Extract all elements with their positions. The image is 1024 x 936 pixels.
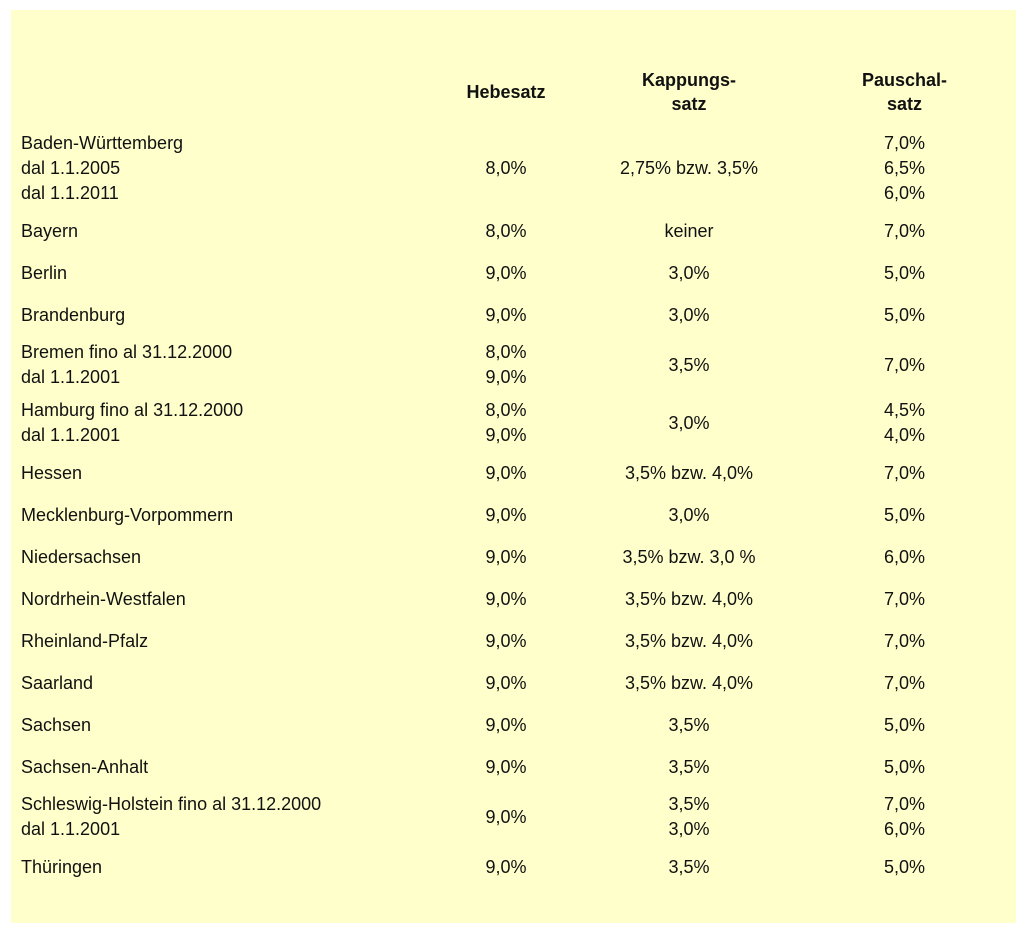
hebesatz-cell-line: 9,0%	[485, 504, 527, 525]
kappungssatz-cell-line: 2,75% bzw. 3,5%	[619, 157, 759, 178]
hebesatz-cell	[421, 336, 591, 394]
tax-rates-table	[11, 68, 1016, 888]
state-cell	[11, 452, 421, 494]
pauschalsatz-cell-line: 7,0%	[883, 462, 926, 483]
pauschalsatz-cell-line: 5,0%	[883, 304, 926, 325]
table-row	[11, 394, 1016, 452]
kappungssatz-cell	[591, 210, 787, 252]
state-cell	[11, 336, 421, 394]
table-row	[11, 336, 1016, 394]
state-cell-line: dal 1.1.2001	[21, 367, 121, 387]
hebesatz-cell-line: 9,0%	[485, 262, 527, 283]
header-kappungssatz	[591, 68, 787, 126]
hebesatz-cell	[421, 620, 591, 662]
state-cell-line: Baden-Württemberg	[21, 132, 184, 153]
state-cell-line: dal 1.1.2001	[21, 425, 121, 445]
pauschalsatz-cell-line: 4,0%	[883, 425, 926, 445]
table-row	[11, 294, 1016, 336]
pauschalsatz-cell	[787, 452, 1016, 494]
hebesatz-cell-line: 8,0%	[485, 400, 527, 420]
pauschalsatz-cell	[787, 662, 1016, 704]
state-cell-line: Hamburg fino al 31.12.2000	[21, 400, 244, 420]
kappungssatz-cell	[591, 452, 787, 494]
hebesatz-cell-line: 9,0%	[485, 856, 527, 877]
header-kappungssatz-line-2: satz	[671, 94, 707, 114]
kappungssatz-cell-line: 3,5% bzw. 4,0%	[624, 630, 754, 651]
kappungssatz-cell-line: keiner	[664, 220, 714, 241]
table-row	[11, 252, 1016, 294]
hebesatz-cell-line: 9,0%	[485, 756, 527, 777]
state-cell-line: Sachsen-Anhalt	[21, 756, 149, 777]
kappungssatz-cell	[591, 578, 787, 620]
hebesatz-cell	[421, 704, 591, 746]
table-row	[11, 746, 1016, 788]
hebesatz-cell-line: 9,0%	[485, 588, 527, 609]
state-cell-line: Nordrhein-Westfalen	[21, 588, 186, 609]
hebesatz-cell	[421, 662, 591, 704]
hebesatz-cell	[421, 126, 591, 210]
pauschalsatz-cell-line: 7,0%	[883, 794, 926, 814]
table-row	[11, 788, 1016, 846]
hebesatz-cell-line: 9,0%	[485, 546, 527, 567]
pauschalsatz-cell	[787, 620, 1016, 662]
pauschalsatz-cell-line: 5,0%	[883, 262, 926, 283]
pauschalsatz-cell-line: 6,0%	[883, 182, 926, 203]
kappungssatz-cell-line: 3,5% bzw. 4,0%	[624, 588, 754, 609]
kappungssatz-cell	[591, 394, 787, 452]
pauschalsatz-cell	[787, 210, 1016, 252]
kappungssatz-cell-line: 3,5%	[668, 856, 710, 877]
pauschalsatz-cell	[787, 252, 1016, 294]
state-cell	[11, 578, 421, 620]
state-cell	[11, 746, 421, 788]
kappungssatz-cell	[591, 494, 787, 536]
kappungssatz-cell-line: 3,0%	[668, 504, 710, 525]
pauschalsatz-cell-line: 7,0%	[883, 132, 926, 153]
header-kappungssatz-line-1: Kappungs-	[642, 70, 736, 90]
pauschalsatz-cell-line: 5,0%	[883, 504, 926, 525]
state-cell	[11, 704, 421, 746]
header-hebesatz	[421, 68, 591, 126]
kappungssatz-cell-line: 3,0%	[668, 412, 710, 433]
kappungssatz-cell-line: 3,0%	[668, 819, 710, 839]
table-row	[11, 704, 1016, 746]
hebesatz-cell-line: 9,0%	[485, 304, 527, 325]
kappungssatz-cell	[591, 252, 787, 294]
state-cell-line: Sachsen	[21, 714, 92, 735]
table-panel	[11, 10, 1016, 923]
hebesatz-cell-line: 9,0%	[485, 672, 527, 693]
kappungssatz-cell	[591, 846, 787, 888]
state-cell-line: Berlin	[21, 262, 68, 283]
header-pauschalsatz-line-2: satz	[886, 94, 922, 114]
hebesatz-cell-line: 9,0%	[485, 806, 527, 827]
state-cell-line: Schleswig-Holstein fino al 31.12.2000	[21, 794, 322, 814]
hebesatz-cell	[421, 788, 591, 846]
kappungssatz-cell-line: 3,0%	[668, 304, 710, 325]
state-cell-line: Mecklenburg-Vorpommern	[21, 504, 234, 525]
table-row	[11, 494, 1016, 536]
header-pauschalsatz	[787, 68, 1016, 126]
header-hebesatz-line: Hebesatz	[466, 82, 546, 102]
kappungssatz-cell	[591, 746, 787, 788]
hebesatz-cell-line: 8,0%	[485, 342, 527, 362]
state-cell-line: Bayern	[21, 220, 79, 241]
hebesatz-cell-line: 8,0%	[485, 220, 527, 241]
table-row	[11, 620, 1016, 662]
pauschalsatz-cell	[787, 294, 1016, 336]
kappungssatz-cell	[591, 336, 787, 394]
pauschalsatz-cell-line: 7,0%	[883, 588, 926, 609]
hebesatz-cell	[421, 494, 591, 536]
table-header	[11, 68, 1016, 126]
kappungssatz-cell	[591, 536, 787, 578]
state-cell	[11, 620, 421, 662]
state-cell-line: dal 1.1.2001	[21, 819, 121, 839]
kappungssatz-cell	[591, 662, 787, 704]
state-cell	[11, 126, 421, 210]
hebesatz-cell	[421, 846, 591, 888]
hebesatz-cell-line: 9,0%	[485, 425, 527, 445]
hebesatz-cell	[421, 394, 591, 452]
kappungssatz-cell	[591, 620, 787, 662]
state-cell	[11, 536, 421, 578]
pauschalsatz-cell-line: 4,5%	[883, 400, 926, 420]
kappungssatz-cell	[591, 126, 787, 210]
table-row	[11, 452, 1016, 494]
pauschalsatz-cell	[787, 704, 1016, 746]
state-cell-line: Niedersachsen	[21, 546, 142, 567]
table-body	[11, 126, 1016, 888]
state-cell-line: Bremen fino al 31.12.2000	[21, 342, 233, 362]
table-row	[11, 536, 1016, 578]
pauschalsatz-cell-line: 5,0%	[883, 714, 926, 735]
pauschalsatz-cell	[787, 746, 1016, 788]
kappungssatz-cell-line: 3,0%	[668, 262, 710, 283]
pauschalsatz-cell	[787, 394, 1016, 452]
pauschalsatz-cell	[787, 126, 1016, 210]
pauschalsatz-cell-line: 7,0%	[883, 630, 926, 651]
state-cell-line: Thüringen	[21, 856, 103, 877]
state-cell-line: Rheinland-Pfalz	[21, 630, 149, 651]
hebesatz-cell-line: 9,0%	[485, 367, 527, 387]
hebesatz-cell	[421, 210, 591, 252]
hebesatz-cell	[421, 294, 591, 336]
table-row	[11, 126, 1016, 210]
kappungssatz-cell-line: 3,5%	[668, 756, 710, 777]
state-cell	[11, 662, 421, 704]
state-cell-line: dal 1.1.2011	[21, 182, 119, 203]
pauschalsatz-cell-line: 5,0%	[883, 756, 926, 777]
kappungssatz-cell-line: 3,5% bzw. 3,0 %	[622, 546, 756, 567]
pauschalsatz-cell-line: 7,0%	[883, 354, 926, 375]
hebesatz-cell	[421, 252, 591, 294]
table-row	[11, 662, 1016, 704]
header-state	[11, 68, 421, 126]
table-row	[11, 210, 1016, 252]
state-cell	[11, 210, 421, 252]
hebesatz-cell	[421, 452, 591, 494]
pauschalsatz-cell	[787, 578, 1016, 620]
state-cell	[11, 788, 421, 846]
kappungssatz-cell	[591, 704, 787, 746]
hebesatz-cell-line: 9,0%	[485, 714, 527, 735]
kappungssatz-cell-line: 3,5%	[668, 354, 710, 375]
kappungssatz-cell	[591, 788, 787, 846]
pauschalsatz-cell	[787, 536, 1016, 578]
hebesatz-cell	[421, 536, 591, 578]
pauschalsatz-cell-line: 5,0%	[883, 856, 926, 877]
table-row	[11, 846, 1016, 888]
pauschalsatz-cell-line: 6,5%	[883, 157, 926, 178]
pauschalsatz-cell	[787, 336, 1016, 394]
state-cell-line: dal 1.1.2005	[21, 157, 121, 178]
kappungssatz-cell-line: 3,5% bzw. 4,0%	[624, 462, 754, 483]
header-pauschalsatz-line-1: Pauschal-	[861, 70, 948, 90]
state-cell	[11, 252, 421, 294]
kappungssatz-cell-line: 3,5%	[668, 794, 710, 814]
hebesatz-cell	[421, 746, 591, 788]
state-cell	[11, 294, 421, 336]
pauschalsatz-cell-line: 7,0%	[883, 220, 926, 241]
pauschalsatz-cell	[787, 494, 1016, 536]
state-cell-line: Hessen	[21, 462, 83, 483]
state-cell	[11, 846, 421, 888]
hebesatz-cell-line: 9,0%	[485, 630, 527, 651]
pauschalsatz-cell-line: 6,0%	[883, 546, 926, 567]
hebesatz-cell	[421, 578, 591, 620]
state-cell	[11, 494, 421, 536]
kappungssatz-cell	[591, 294, 787, 336]
pauschalsatz-cell	[787, 846, 1016, 888]
table-row	[11, 578, 1016, 620]
kappungssatz-cell-line: 3,5% bzw. 4,0%	[624, 672, 754, 693]
state-cell-line: Saarland	[21, 672, 94, 693]
pauschalsatz-cell-line: 6,0%	[883, 819, 926, 839]
state-cell-line: Brandenburg	[21, 304, 126, 325]
kappungssatz-cell-line: 3,5%	[668, 714, 710, 735]
pauschalsatz-cell-line: 7,0%	[883, 672, 926, 693]
hebesatz-cell-line: 8,0%	[485, 157, 527, 178]
hebesatz-cell-line: 9,0%	[485, 462, 527, 483]
state-cell	[11, 394, 421, 452]
pauschalsatz-cell	[787, 788, 1016, 846]
